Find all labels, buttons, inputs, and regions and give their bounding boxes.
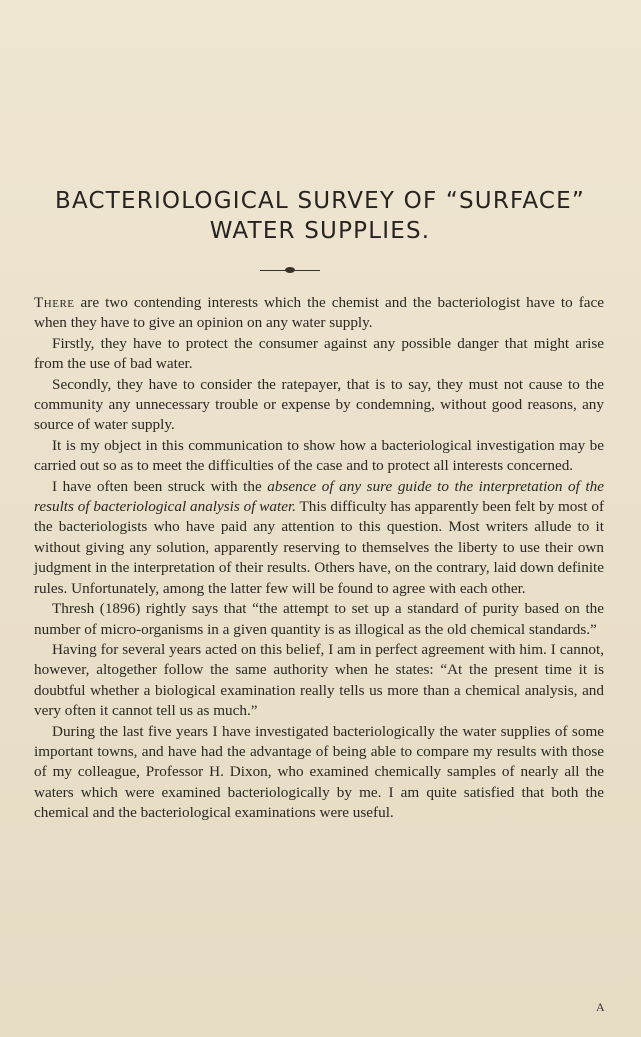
paragraph-7: Having for several years acted on this belief, I am in perfect agreement with him. I cannot, however, altogether follow the same authority when he states: “At the present time it is doubtful whether a biological examination really tells us more than a chemical analysis, and very often it cannot tell us as much.” — [34, 640, 604, 720]
paragraph-8: During the last five years I have investigated bacteriologically the water supplies of some important towns, and have had the advantage of being able to compare my results with those of my colleague, Professor H. Dixon, who examined chemically samples of nearly all the waters which were examined bacteriologically by me. I am quite satisfied that both the chemical and the bacteriological examinations were useful. — [34, 722, 604, 822]
paragraph-1 — [34, 293, 604, 334]
paragraph-1-text: are two contending interests which the chemist and the bacteriologist have to face when they have to give an opinion on any water supply. — [34, 294, 604, 332]
paragraph-3: Secondly, they have to consider the ratepayer, that is to say, they must not cause to the community any unnecessary trouble or expense by condemning, without good reasons, any source of water supply. — [34, 375, 604, 434]
title-line-2: WATER SUPPLIES. — [209, 218, 431, 244]
paragraph-5-text-a: I have often been struck with the — [52, 477, 268, 495]
ornament-diamond-icon — [285, 267, 295, 273]
paragraph-5 — [34, 477, 604, 599]
title-line-1: BACTERIOLOGICAL SURVEY OF “SURFACE” — [55, 188, 585, 214]
paragraph-5-emphasis: absence of any sure guide to the interpretation of the results of bacteriological analysis of water. — [34, 477, 604, 516]
opening-word: There — [34, 294, 75, 311]
paragraph-4: It is my object in this communication to show how a bacteriological investigation may be carried out so as to meet the difficulties of the case and to protect all interests concerned. — [34, 436, 604, 475]
paragraph-5-text-b: This difficulty has apparently been felt by most of the bacteriologists who have paid any attention to this question. Most writers allude to it without giving any solution, apparently reserving to themselves the liberty to use their own judgment in the interpretation of their results. Others have, on the contrary, laid down definite rules. Unfortunately, among the latter few will be found to agree with each other. — [34, 498, 604, 597]
paragraph-2: Firstly, they have to protect the consumer against any possible danger that might arise from the use of bad water. — [34, 334, 604, 373]
paragraph-6: Thresh (1896) rightly says that “the attempt to set up a standard of purity based on the number of micro-organisms in a given quantity is as illogical as the old chemical standards.” — [34, 600, 604, 638]
page-title — [30, 186, 610, 246]
article-body — [34, 293, 604, 824]
signature-mark: A — [596, 1000, 605, 1014]
